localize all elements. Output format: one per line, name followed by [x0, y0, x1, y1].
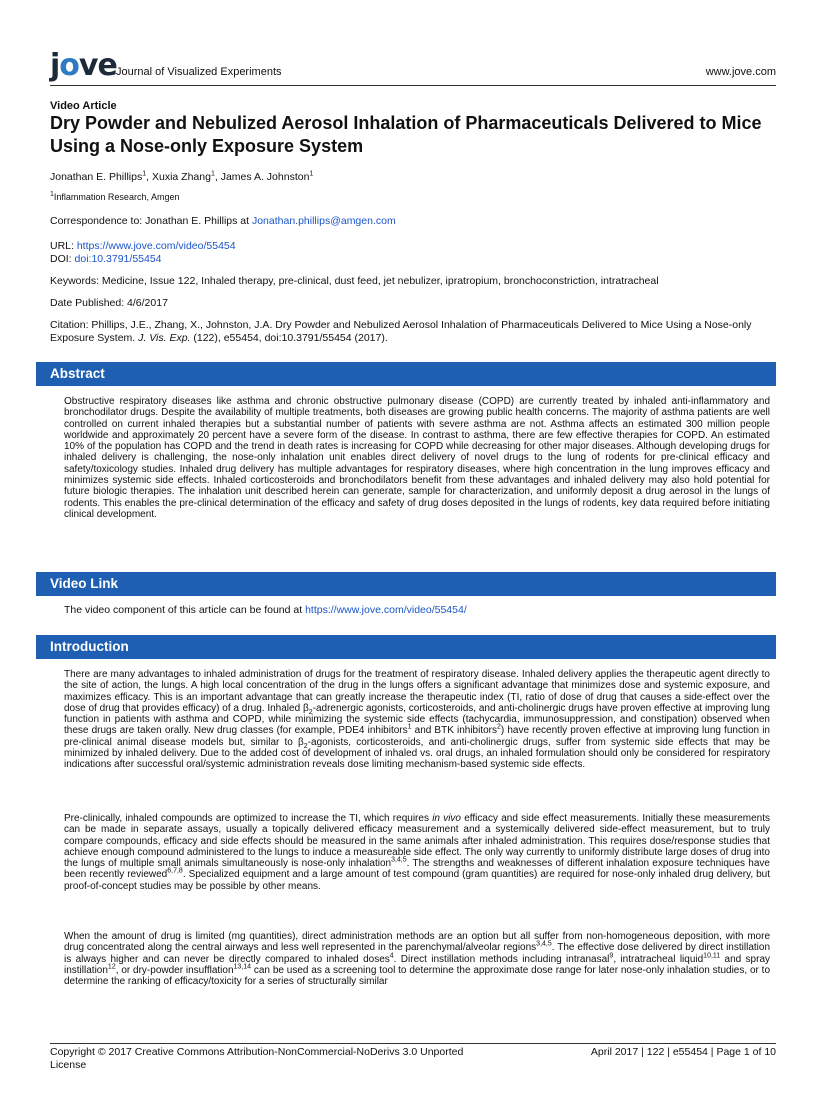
- video-link-text: [64, 605, 770, 616]
- affiliation-text: Inflammation Research, Amgen: [53, 192, 180, 202]
- keywords: Keywords: Medicine, Issue 122, Inhaled therapy, pre-clinical, dust feed, jet nebulizer, ipratropium, bronchoconstriction, intratracheal: [50, 275, 659, 287]
- author-name: Jonathan E. Phillips: [50, 171, 143, 183]
- citation: [50, 319, 776, 345]
- email-link[interactable]: Jonathan.phillips@amgen.com: [251, 215, 396, 227]
- affiliation: [50, 191, 776, 204]
- doi-link[interactable]: doi:10.3791/55454: [74, 253, 162, 265]
- footer-copyright: [50, 1046, 463, 1072]
- article-url-link[interactable]: https://www.jove.com/video/55454: [76, 240, 236, 252]
- intro-paragraph-3: When the amount of drug is limited (mg quantities), direct administration methods are an option but all suffer from non-homogeneous deposition, with more drug concentrated along the central airways and less well represented in the parenchymal/alveolar regions$^{3,4,5}$. The effective dose delivered by direct instillation is always higher and can never be directly compared to inhaled doses$^4$. Direct instillation methods including intranasal$^9$, intratracheal liquid$^{10,11}$ and spray instillation$^{12}$, or dry-powder insufflation$^{13,14}$ can be used as a screening tool to determine the approximate dose range for later nose-only inhalation studies, or to determine the ranking of efficacy/toxicity for a series of structurally similar: [64, 931, 771, 988]
- author-name: Xuxia Zhang: [151, 171, 211, 183]
- header-divider: [50, 85, 776, 86]
- affiliation-mark: 1: [50, 191, 54, 198]
- article-title: Dry Powder and Nebulized Aerosol Inhalation of Pharmaceuticals Delivered to Mice Using a Nose-only Exposure System: [50, 113, 762, 156]
- doi-label: DOI:: [50, 253, 75, 265]
- affiliation-mark: 1: [210, 170, 215, 178]
- article-type: Video Article: [50, 100, 117, 112]
- affiliation-mark: 1: [309, 170, 314, 178]
- footer-divider: [50, 1043, 776, 1044]
- doi-line: [50, 253, 776, 266]
- intro-paragraph-1: There are many advantages to inhaled administration of drugs for the treatment of respiratory disease. Inhaled delivery applies the therapeutic agent directly to the site of action, the lungs. A high local concentration of the drug in the lungs offers a significant advantage that minimizes dose and systemic exposure, and maximizes efficacy. This is an important advantage that can greatly increase the therapeutic index (TI, ratio of dose of drug that causes a side-effect over the dose of drug that provides efficacy) of a drug. Inhaled $\beta_2$-adrenergic agonists, corticosteroids, and anti-cholinergic drugs have proven effective at improving lung function in patients with asthma and COPD, while minimizing the systemic side effects (tachycardia, immunosuppression, and constipation) observed when these drugs are taken orally. New drug classes (for example, PDE4 inhibitors$^1$ and BTK inhibitors$^2$) have recently proven effective at improving lung function in pre-clinical animal disease models but, similar to $\beta_2$-agonists, corticosteroids, and anti-cholinergic drugs, suffer from systemic side effects that may be minimized by inhaled delivery. Due to the added cost of development of inhaled vs. oral drugs, an inhaled formulation should only be considered for respiratory indications after successful oral/systemic administration reveals dose limiting mechanism-based systemic side effects.: [64, 669, 771, 771]
- authors: Jonathan E. Phillips$^1$, Xuxia Zhang$^1$, James A. Johnston$^1$: [50, 170, 314, 183]
- citation-journal: J. Vis. Exp.: [138, 332, 191, 344]
- section-header-abstract: Abstract: [36, 362, 776, 386]
- site-url[interactable]: www.jove.com: [705, 66, 776, 78]
- affiliation-mark: 1: [142, 170, 147, 178]
- correspondence: [50, 215, 776, 228]
- footer-page-info: April 2017 | 122 | e55454 | Page 1 of 10: [590, 1046, 776, 1058]
- license-text: License: [50, 1059, 87, 1071]
- jove-logo: jove: [50, 48, 117, 83]
- section-header-video-link: Video Link: [36, 572, 776, 596]
- abstract-text: Obstructive respiratory diseases like asthma and chronic obstructive pulmonary disease (COPD) are currently treated by inhaled anti-inflammatory and bronchodilator drugs. Despite the availability of multiple treatments, both diseases are growing public health concerns. The majority of asthma patients are well controlled on current inhaled therapies but a substantial number of patients with severe asthma are not. Asthma affects an estimated 300 million people worldwide and approximately 20 percent have a severe form of the disease. In contrast to asthma, there are few effective therapies for COPD. An estimated 10% of the population has COPD and the trend in death rates is increasing for COPD while decreasing for other major diseases. Although developing drugs for inhaled delivery is challenging, the nose-only inhalation unit enables direct delivery of novel drugs to the lung of rodents for pre-clinical efficacy and safety/toxicology studies. Inhaled drug delivery has multiple advantages for respiratory diseases, where high concentration in the lung improves efficacy and minimizes systemic side effects. Inhaled corticosteroids and bronchodilators benefit from these advantages and inhaled delivery may also hold potential for future biologic therapies. The inhalation unit described herein can generate, sample for characterization, and uniformly deposit a drug aerosol in the lungs of rodents. This enables the pre-clinical determination of the efficacy and safety of drug doses deposited in the lungs of rodents, key data required before initiating clinical development.: [64, 396, 770, 520]
- section-header-introduction: Introduction: [36, 635, 776, 659]
- journal-name: Journal of Visualized Experiments: [116, 66, 282, 78]
- citation-text: Citation: Phillips, J.E., Zhang, X., Johnston, J.A. Dry Powder and Nebulized Aerosol Inhalation of Pharmaceuticals Delivered to Mice Using a Nose-only Exposure System.: [50, 319, 752, 344]
- url-label: URL:: [50, 240, 77, 252]
- url-line: [50, 240, 776, 253]
- date-published: Date Published: 4/6/2017: [50, 297, 168, 309]
- citation-tail: (122), e55454, doi:10.3791/55454 (2017).: [193, 332, 388, 344]
- video-link-url[interactable]: https://www.jove.com/video/55454/: [305, 604, 467, 616]
- copyright-text: Copyright © 2017 Creative Commons Attribution-NonCommercial-NoDerivs 3.0 Unported: [50, 1046, 464, 1058]
- intro-paragraph-2: Pre-clinically, inhaled compounds are optimized to increase the TI, which requires in vivo efficacy and side effect measurements. Initially these measurements can be made in separate assays, usually a topically delivered efficacy measurement and a systemically delivered side-effect measurement, but to truly compare compounds, efficacy and side effects should be measured in the same animals after inhaled administration. This requires dose/response studies that achieve enough compound administered to the lungs to induce a measureable side effect. The only way currently to uniformly distribute large doses of drug into the lungs of multiple small animals simultaneously is nose-only inhalation$^{3,4,5}$. The strengths and weaknesses of different inhalation exposure techniques have been recently reviewed$^{6,7,8}$. Specialized equipment and a large amount of test compound (gram quantities) are required for nose-only inhaled drug delivery, but proof-of-concept studies may be possible by other means.: [64, 813, 770, 892]
- correspondence-label: Correspondence to: Jonathan E. Phillips at: [50, 215, 252, 227]
- video-link-label: The video component of this article can be found at: [64, 604, 306, 616]
- author-name: James A. Johnston: [220, 171, 310, 183]
